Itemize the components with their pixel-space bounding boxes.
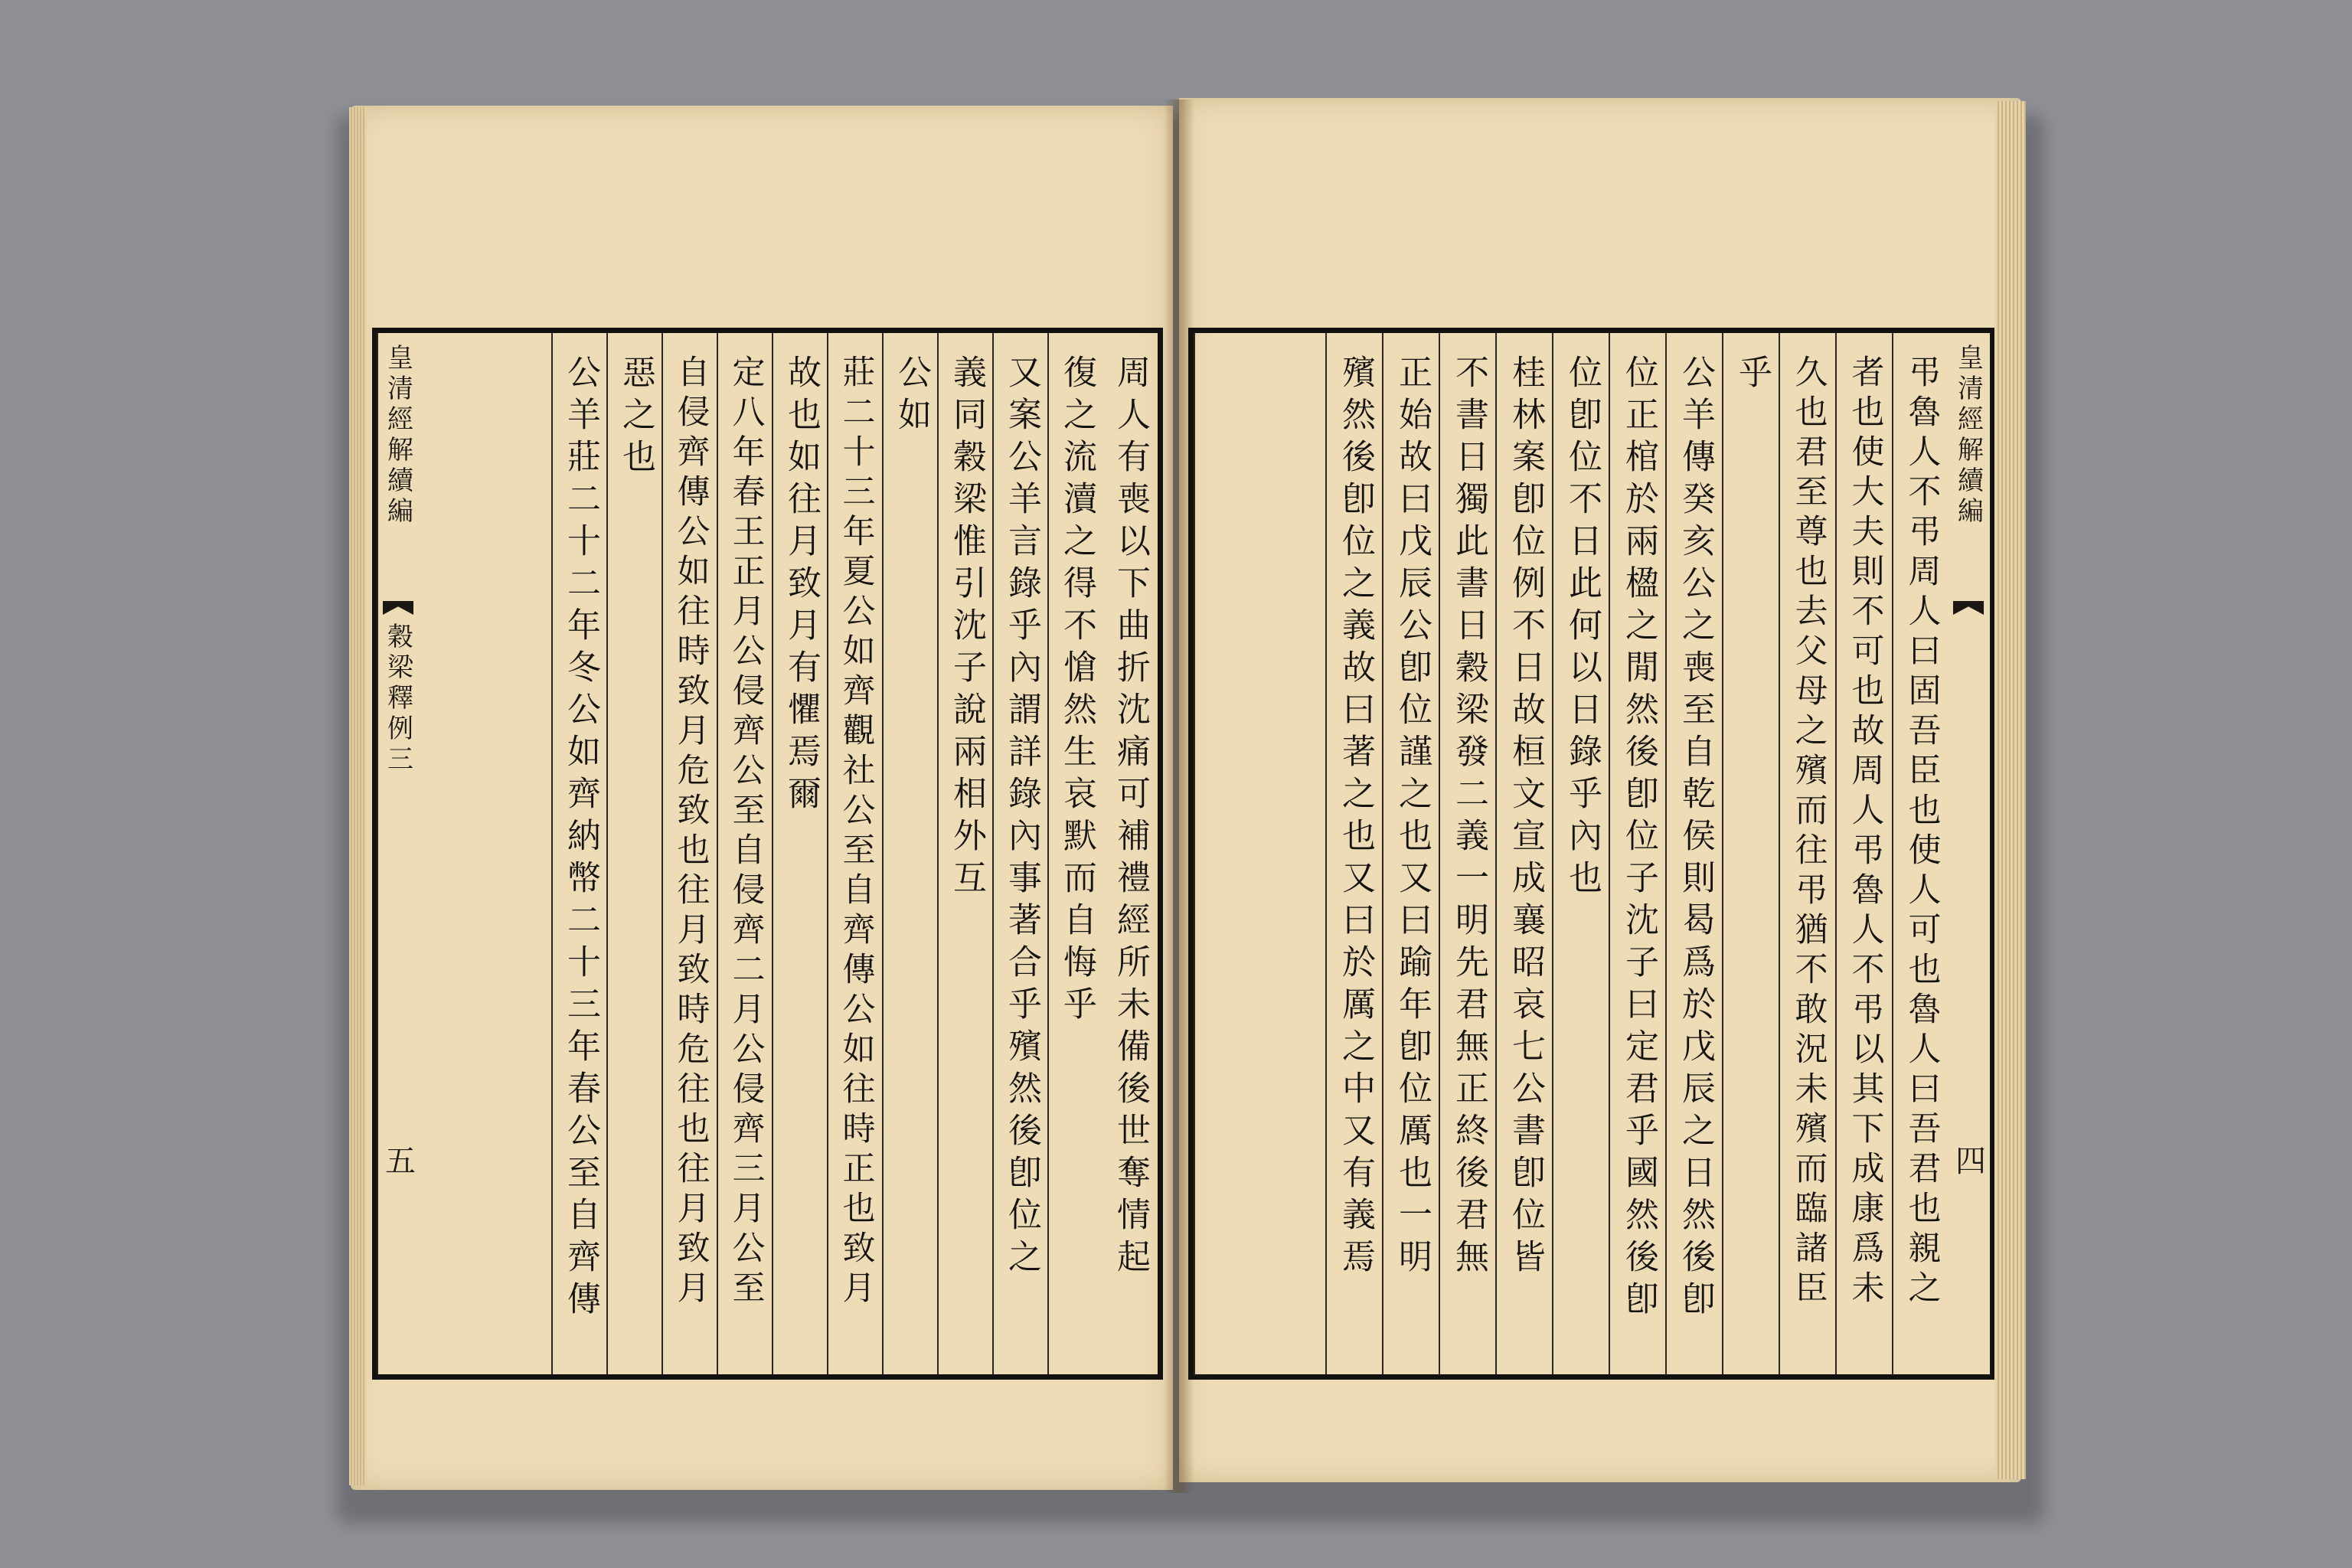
- right-empty-margin: [1194, 333, 1327, 1374]
- right-column-1-text: 弔魯人不弔周人曰固吾臣也使人可也魯人曰吾君也親之: [1903, 354, 1942, 1310]
- left-column-3-text: 又案公羊言錄乎內謂詳錄內事著合乎殯然後卽位之: [1002, 354, 1041, 1281]
- right-column-6-text: 位正棺於兩楹之閒然後卽位子沈子曰定君乎國然後卽: [1619, 354, 1658, 1323]
- left-column-1: [1102, 333, 1158, 1374]
- right-column-11-text: 殯然後卽位之義故曰著之也又曰於厲之中又有義焉: [1336, 354, 1375, 1281]
- left-page-text-block: [372, 328, 1163, 1380]
- left-column-3: [992, 333, 1049, 1374]
- right-column-4-text: 乎: [1733, 354, 1772, 397]
- left-column-8: [717, 333, 773, 1374]
- left-banxin-section: 穀梁釋例三: [382, 622, 413, 776]
- left-column-5-text: 公如: [892, 354, 931, 439]
- left-column-4-text: 義同穀梁惟引沈子說兩相外互: [947, 354, 986, 902]
- left-column-9-text: 自侵齊傳公如往時致月危致也往月致時危往也往月致月: [671, 354, 710, 1310]
- right-column-10-text: 正始故曰戊辰公卽位謹之也又曰踰年卽位厲也一明: [1393, 354, 1432, 1281]
- right-column-7-text: 位卽位不日此何以日錄乎內也: [1563, 354, 1602, 902]
- right-column-10: [1382, 333, 1440, 1374]
- right-fish-tail-mark: [1953, 601, 1984, 615]
- left-banxin: [377, 333, 418, 1374]
- right-column-1: [1892, 333, 1950, 1374]
- left-column-8-text: 定八年春王正月公侵齊公至自侵齊二月公侵齊三月公至: [727, 354, 766, 1310]
- right-column-6: [1609, 333, 1667, 1374]
- right-column-11: [1325, 333, 1383, 1374]
- right-page-edge: [1995, 101, 2026, 1479]
- left-banxin-title: 皇清經解續編: [382, 344, 413, 528]
- left-column-7-text: 故也如往月致月有懼焉爾: [782, 354, 821, 818]
- left-page-edge: [349, 107, 366, 1485]
- left-column-11: [551, 333, 608, 1374]
- right-column-9: [1439, 333, 1497, 1374]
- right-column-3: [1779, 333, 1837, 1374]
- left-column-6-text: 莊二十三年夏公如齊觀社公至自齊傳公如往時正也致月: [837, 354, 876, 1310]
- right-column-2: [1835, 333, 1893, 1374]
- right-column-2-text: 者也使大夫則不可也故周人弔魯人不弔以其下成康爲未: [1846, 354, 1885, 1310]
- right-column-7: [1552, 333, 1610, 1374]
- left-column-7: [772, 333, 828, 1374]
- right-banxin-page-number: 四: [1950, 1145, 1986, 1180]
- left-column-10-text: 惡之也: [616, 354, 655, 481]
- left-column-2-text: 復之流瀆之得不愴然生哀默而自悔乎: [1057, 354, 1096, 1028]
- right-column-8-text: 桂林案卽位例不日故桓文宣成襄昭哀七公書卽位皆: [1506, 354, 1545, 1281]
- right-column-4: [1722, 333, 1780, 1374]
- left-column-2: [1047, 333, 1104, 1374]
- right-column-9-text: 不書日獨此書日穀梁發二義一明先君無正終後君無: [1449, 354, 1488, 1281]
- right-banxin-title: 皇清經解續編: [1952, 344, 1984, 528]
- left-column-6: [827, 333, 884, 1374]
- left-column-5: [882, 333, 939, 1374]
- right-column-5: [1665, 333, 1723, 1374]
- left-banxin-page-number: 五: [380, 1145, 416, 1180]
- left-column-9: [662, 333, 718, 1374]
- right-page-text-block: [1188, 328, 1994, 1380]
- right-column-3-text: 久也君至尊也去父母之殯而往弔猶不敢況未殯而臨諸臣: [1789, 354, 1828, 1310]
- right-column-8: [1495, 333, 1553, 1374]
- left-column-11-text: 公羊莊二十二年冬公如齊納幣二十三年春公至自齊傳: [561, 354, 600, 1323]
- left-column-1-text: 周人有喪以下曲折沈痛可補禮經所未備後世奪情起: [1111, 354, 1150, 1281]
- left-column-10: [606, 333, 663, 1374]
- right-banxin: [1949, 333, 1988, 1374]
- right-column-5-text: 公羊傳癸亥公之喪至自乾侯則曷爲於戊辰之日然後卽: [1676, 354, 1715, 1323]
- left-fish-tail-mark: [383, 601, 413, 615]
- left-column-4: [937, 333, 994, 1374]
